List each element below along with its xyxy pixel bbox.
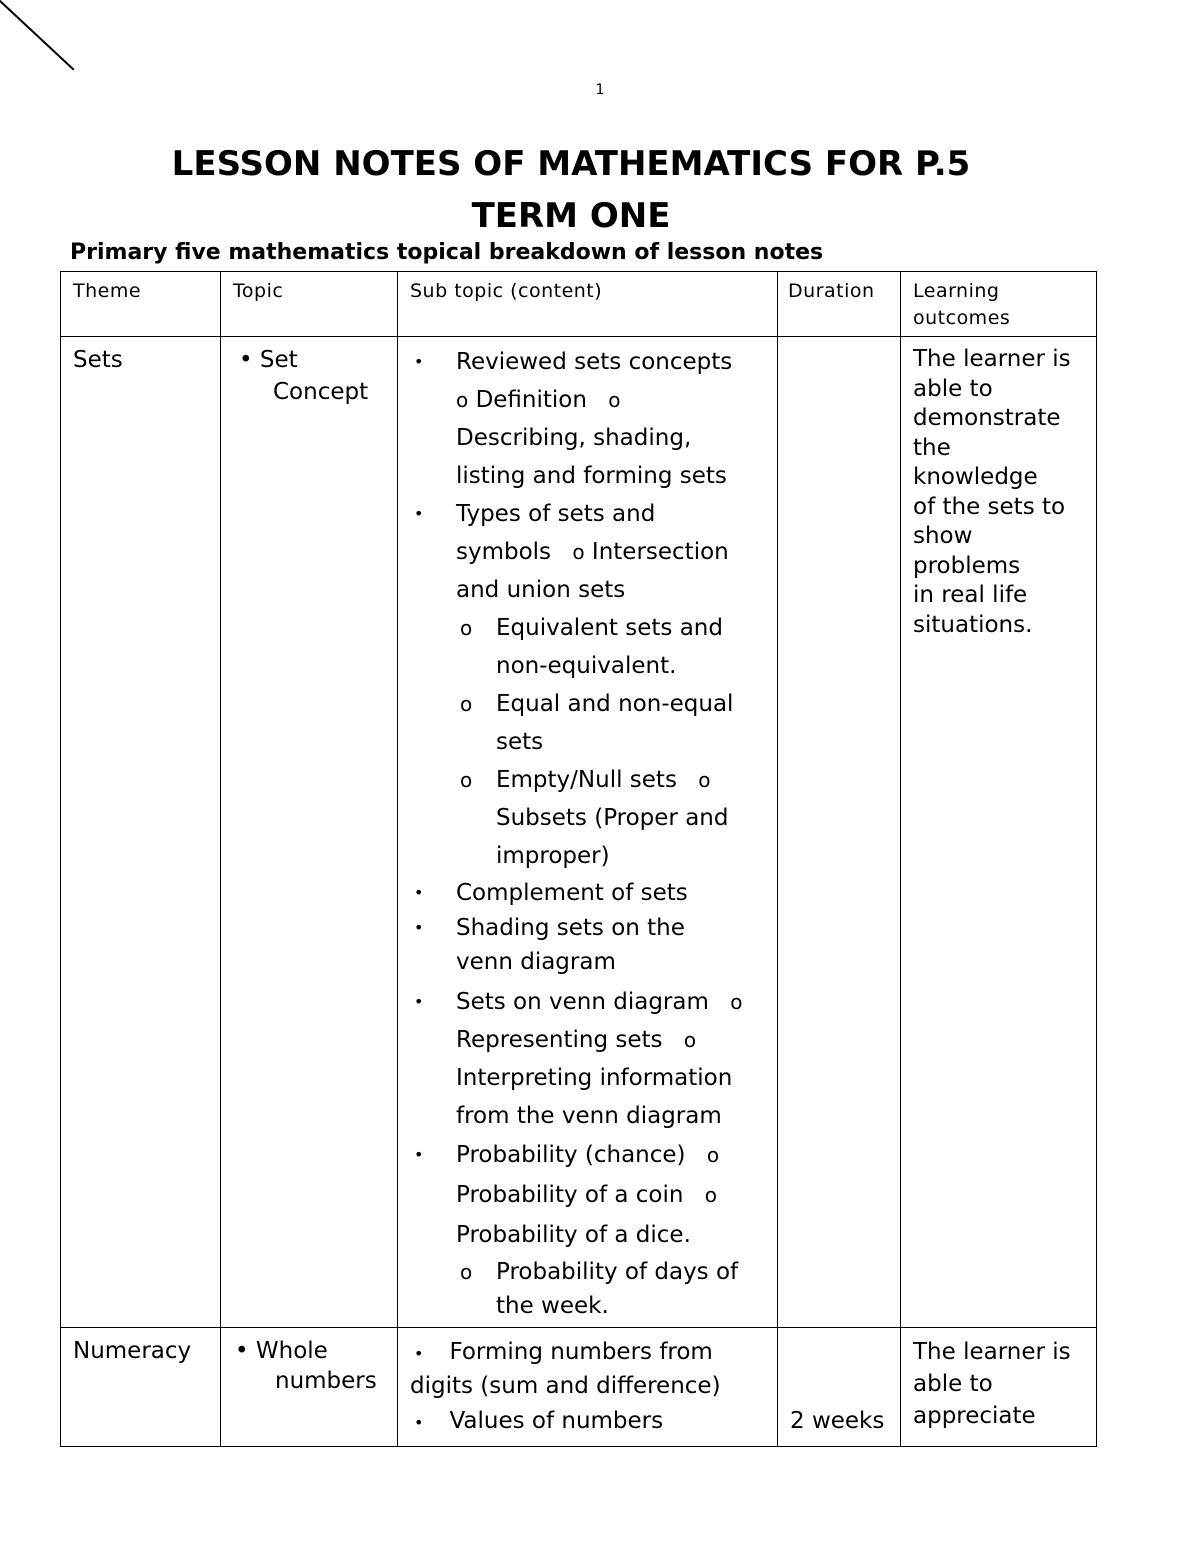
page-title xyxy=(60,138,1082,242)
circle-bullet: o xyxy=(730,990,743,1014)
circle-bullet: o xyxy=(572,540,585,564)
title-line-2: TERM ONE xyxy=(471,196,671,236)
subtopic-text: • Shading sets on the xyxy=(456,915,685,941)
table-header-row xyxy=(61,272,1097,337)
subtopic-text-part: Intersection xyxy=(591,539,729,565)
header-outcomes-line-1: Learning xyxy=(913,280,1000,302)
header-outcomes xyxy=(901,272,1097,337)
outcome-line: of the sets to xyxy=(913,493,1066,520)
subtopic-text xyxy=(410,1336,767,1370)
subtopic-text-part: Definition xyxy=(475,387,587,413)
table-row xyxy=(61,337,1097,1328)
list-item xyxy=(410,983,767,1135)
subtopic-text: • Reviewed sets concepts xyxy=(456,349,733,375)
subtopic-text xyxy=(456,1021,767,1059)
corner-mark-line xyxy=(0,0,74,70)
subtopic-text xyxy=(456,533,767,571)
title-line-1: LESSON NOTES OF MATHEMATICS FOR P.5 xyxy=(171,144,971,184)
topic-cell xyxy=(221,337,398,1328)
subtopic-cell xyxy=(398,337,778,1328)
sub-bullet-item xyxy=(456,761,767,875)
header-outcomes-line-2: outcomes xyxy=(913,307,1011,329)
outcome-line: the xyxy=(913,434,951,461)
subtopic-text: digits (sum and difference) xyxy=(410,1373,721,1399)
list-item xyxy=(410,1135,767,1323)
subtopic-text xyxy=(456,1135,767,1175)
outcome-line: situations. xyxy=(913,611,1033,638)
header-topic: Topic xyxy=(221,272,398,337)
subtopic-text-part: Probability of a coin xyxy=(456,1182,684,1208)
subtopic-text xyxy=(410,1402,767,1442)
outcome-line: able to xyxy=(913,375,993,402)
topical-breakdown-table xyxy=(60,271,1097,1447)
subtopic-text-part: Values of numbers xyxy=(449,1408,664,1434)
subtopic-text: from the venn diagram xyxy=(456,1103,722,1129)
sub-bullet-item xyxy=(456,609,767,685)
subtopic-text: • Types of sets and xyxy=(456,501,656,527)
subtopic-text xyxy=(456,1175,767,1215)
subtopic-text-part: Forming numbers from xyxy=(449,1339,713,1365)
topic-line-2: numbers xyxy=(275,1368,377,1394)
subtopic-text: Probability of a dice. xyxy=(456,1222,691,1248)
subtopic-text: o Probability of days of xyxy=(496,1259,739,1285)
list-item xyxy=(410,495,767,875)
theme-cell xyxy=(61,1328,221,1447)
page-number: 1 xyxy=(595,82,605,98)
list-item xyxy=(410,911,767,979)
outcome-line: appreciate xyxy=(913,1403,1036,1429)
subtopic-text: improper) xyxy=(496,843,610,869)
subtopic-cell xyxy=(398,1328,778,1447)
subtopic-text-part: Probability (chance) xyxy=(456,1142,686,1168)
subtopic-text: the week. xyxy=(496,1293,609,1319)
circle-bullet: o xyxy=(683,1028,697,1052)
subtopic-list xyxy=(410,343,767,1323)
sub-bullet-item xyxy=(456,685,767,761)
duration-cell xyxy=(778,337,901,1328)
outcome-line: problems xyxy=(913,552,1021,579)
outcome-line: knowledge xyxy=(913,464,1038,490)
subtopic-text: Subsets (Proper and xyxy=(496,805,729,831)
subtopic-text xyxy=(456,381,767,419)
outcome-line: The learner is xyxy=(913,346,1071,372)
circle-bullet: o xyxy=(608,388,621,412)
topic-cell xyxy=(221,1328,398,1447)
header-theme: Theme xyxy=(61,272,221,337)
subtopic-text xyxy=(496,761,767,799)
topic-line-2: Concept xyxy=(273,379,369,405)
subtopic-text: sets xyxy=(496,729,544,755)
table-row xyxy=(61,1328,1097,1447)
duration-text: 2 weeks xyxy=(790,1408,885,1434)
subtopic-text: • Complement of sets xyxy=(456,880,688,906)
outcome-line: The learner is xyxy=(913,1339,1071,1365)
outcomes-cell xyxy=(901,1328,1097,1447)
subtopic-text: and union sets xyxy=(456,577,626,603)
subtopic-text: Describing, shading, xyxy=(456,425,692,451)
circle-bullet: o xyxy=(456,388,469,412)
theme-text: Sets xyxy=(73,347,123,373)
header-subtopic: Sub topic (content) xyxy=(398,272,778,337)
outcome-line: in real life xyxy=(913,582,1028,608)
subtopic-text: o Equal and non-equal xyxy=(496,691,734,717)
sub-bullet-item xyxy=(456,1255,767,1323)
subtopic-text-part: Sets on venn diagram xyxy=(456,989,709,1015)
topic-line-1: • Whole xyxy=(235,1338,328,1364)
header-duration: Duration xyxy=(778,272,901,337)
outcome-line: show xyxy=(913,523,973,549)
subtopic-text-part: Empty/Null sets xyxy=(496,767,677,793)
subtopic-text: Interpreting information xyxy=(456,1065,733,1091)
list-item xyxy=(410,343,767,495)
theme-cell xyxy=(61,337,221,1328)
subtopic-text: listing and forming sets xyxy=(456,463,727,489)
circle-bullet: o xyxy=(704,1183,718,1207)
duration-cell xyxy=(778,1328,901,1447)
outcomes-cell xyxy=(901,337,1097,1328)
subtitle: Primary five mathematics topical breakdown of lesson notes xyxy=(70,240,824,265)
subtopic-text-part: Representing sets xyxy=(456,1027,663,1053)
list-item xyxy=(410,875,767,911)
topic-line-1: • Set xyxy=(239,347,298,373)
circle-bullet: o xyxy=(698,768,711,792)
outcome-line: able to xyxy=(913,1371,993,1397)
circle-bullet: o xyxy=(706,1143,720,1167)
bullet: • xyxy=(414,1344,424,1363)
outcome-line: demonstrate xyxy=(913,405,1061,431)
subtopic-text: o Equivalent sets and xyxy=(496,615,723,641)
subtopic-text: non-equivalent. xyxy=(496,653,677,679)
theme-text: Numeracy xyxy=(73,1338,192,1364)
subtopic-text-part: symbols xyxy=(456,539,552,565)
subtopic-text xyxy=(456,983,767,1021)
bullet: • xyxy=(414,1413,424,1432)
subtopic-text: venn diagram xyxy=(456,949,616,975)
